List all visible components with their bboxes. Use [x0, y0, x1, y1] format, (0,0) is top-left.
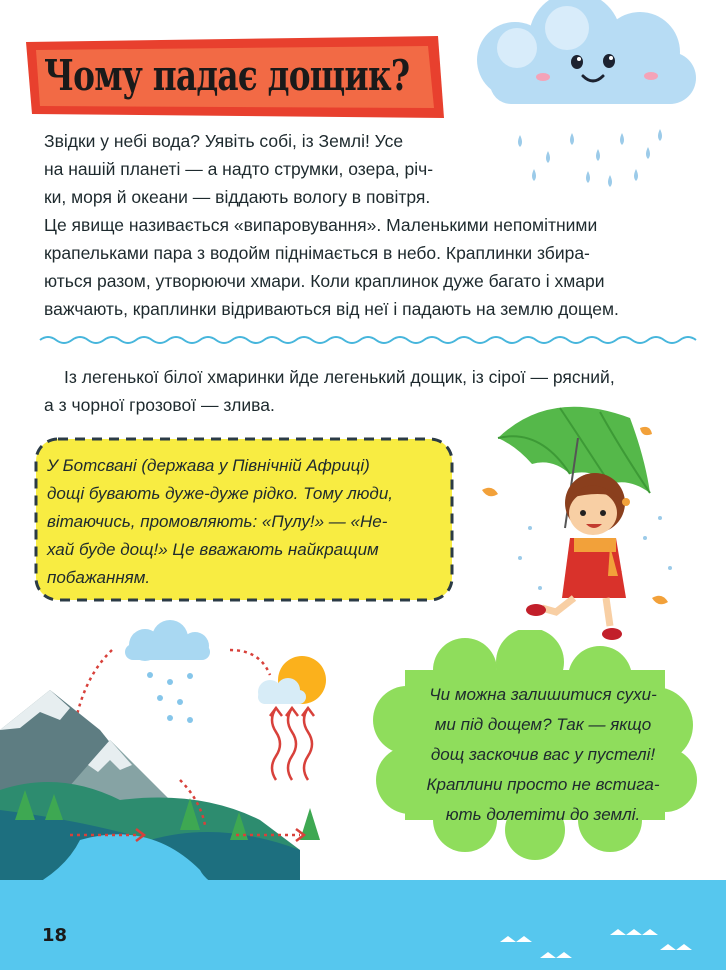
umbrella-girl-illustration: [470, 398, 700, 648]
text-line: Це явище називається «випаровування». Маленькими непомітними: [44, 215, 598, 235]
text-line: дощ заскочив вас у пустелі!: [430, 745, 656, 764]
text-line: Звідки у небі вода? Уявіть собі, із Землі! Усе: [44, 131, 404, 151]
wave-divider: [0, 330, 726, 350]
fact-box-text: [47, 452, 447, 592]
text-line: вітаючись, промовляють: «Пулу!» — «Не-: [47, 512, 388, 531]
text-line: дощі бувають дуже-дуже рідко. Тому люди,: [47, 484, 394, 503]
text-line: крапельками пара з водойм піднімається в небо. Краплинки збира-: [44, 243, 590, 263]
text-line: ми під дощем? Так — якщо: [434, 715, 652, 734]
question-box-text: [398, 680, 688, 830]
text-line: ються разом, утворюючи хмари. Коли краплинок дуже багато і хмари: [44, 271, 605, 291]
text-line: важчають, краплинки відриваються від неї і падають на землю дощем.: [44, 299, 619, 319]
text-line: ють долетіти до землі.: [445, 805, 641, 824]
text-line: на нашій планеті — а надто струмки, озера, річ-: [44, 159, 434, 179]
intro-paragraph: [44, 127, 704, 323]
page-number: 18: [42, 925, 68, 946]
text-line: а з чорної грозової — злива.: [44, 395, 275, 415]
text-line: У Ботсвані (держава у Північній Африці): [47, 456, 370, 475]
sea: [0, 880, 726, 970]
text-line: ки, моря й океани — віддають вологу в повітря.: [44, 187, 431, 207]
text-line: хай буде дощ!» Це вважають найкращим: [47, 540, 379, 559]
text-line: Краплини просто не встига-: [426, 775, 660, 794]
text-line: побажанням.: [47, 568, 151, 587]
text-line: Із легенької білої хмаринки йде легенький дощик, із сірої — рясний,: [64, 367, 615, 387]
happy-cloud-icon: [455, 0, 705, 120]
page-title: Чому падає дощик?: [44, 51, 410, 100]
text-line: Чи можна залишитися сухи-: [429, 685, 657, 704]
